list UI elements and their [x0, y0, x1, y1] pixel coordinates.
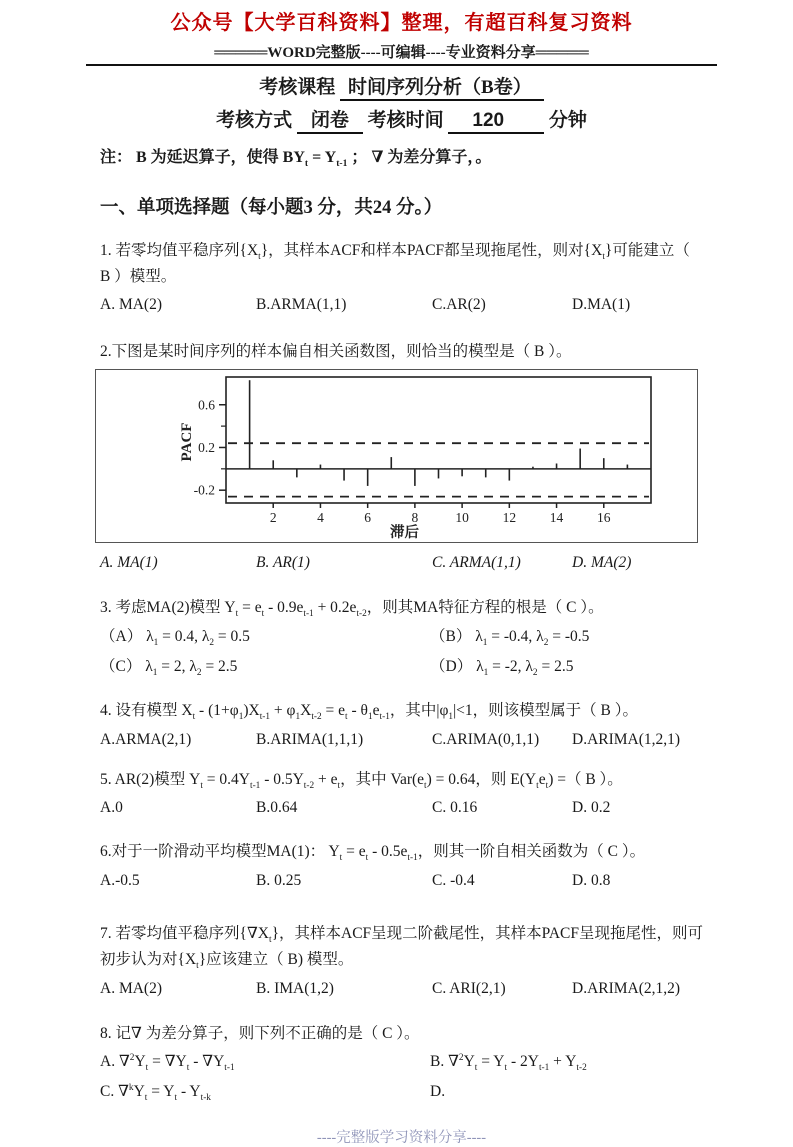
method-time-line: [100, 105, 703, 132]
option-b: B. IMA(1,2): [256, 979, 334, 997]
option-c: C. 0.16: [432, 799, 478, 817]
svg-text:PACF: PACF: [179, 422, 195, 462]
subbanner-text: ═════WORD完整版----可编辑----专业资料分享═════: [214, 45, 589, 61]
option-a: A.ARMA(2,1): [100, 731, 192, 749]
question-5-text: 5. AR(2)模型 $Y_t = 0.4Y_{t-1} - 0.5Y_{t-2} + e_t$，其中 $Var(e_t) = 0.64$，则 $E(Y_te_t)$ =（ B ）。: [100, 770, 623, 791]
svg-text:2: 2: [269, 510, 277, 525]
option-b: （B） $\lambda_1 = -0.4$, $\lambda_2 = -0.5$: [430, 628, 590, 649]
question-7: [100, 922, 703, 1000]
question-6: [100, 840, 703, 892]
question-7-options: [100, 977, 703, 1000]
svg-text:16: 16: [597, 510, 611, 525]
question-3-text: 3. 考虑MA(2)模型 $Y_t = e_t - 0.9e_{t-1} + 0.2e_{t-2}$，则其MA特征方程的根是（ C ）。: [100, 599, 604, 620]
svg-text:0.2: 0.2: [198, 439, 215, 455]
svg-text:4: 4: [317, 510, 324, 525]
option-c: C. -0.4: [432, 871, 475, 889]
time-value: 120: [448, 110, 544, 134]
option-c: C.AR(2): [432, 295, 486, 313]
question-8: [100, 1022, 703, 1106]
option-b: B. AR(1): [256, 554, 310, 571]
question-2-text: 2.下图是某时间序列的样本偏自相关函数图，则恰当的模型是（ B ）。: [100, 343, 572, 361]
question-4-text: 4. 设有模型 $X_t - (1+\varphi_1)X_{t-1} + \varphi_1X_{t-2} = e_t - \theta_1e_{t-1}$，其中$|\varphi_1|<1$，则该模型属于（ B ）。: [100, 702, 638, 723]
course-value: 时间序列分析（B卷）: [340, 77, 544, 101]
question-2: [100, 340, 703, 574]
svg-text:6: 6: [364, 510, 372, 525]
option-b: B.0.64: [256, 799, 298, 817]
footer-text: ----完整版学习资料分享----: [316, 1129, 487, 1146]
option-d: D.MA(1): [572, 295, 631, 313]
method-value: 闭卷: [297, 110, 363, 134]
option-a: A. $\nabla^2Y_t = \nabla Y_t - \nabla Y_{t-1}$: [100, 1052, 235, 1074]
option-d: D. 0.8: [572, 871, 611, 889]
question-1-options: [100, 293, 703, 316]
course-label: 考核课程: [259, 77, 336, 98]
option-d: D.: [430, 1082, 446, 1100]
option-a: A.0: [100, 799, 123, 817]
question-1: [100, 239, 703, 316]
svg-text:滞后: 滞后: [390, 525, 419, 539]
svg-text:14: 14: [549, 510, 564, 525]
option-b: B.ARMA(1,1): [256, 295, 347, 313]
header-rule: [86, 64, 717, 66]
svg-text:10: 10: [455, 510, 469, 525]
question-5: [100, 768, 703, 820]
method-label: 考核方式: [216, 110, 293, 131]
question-4-options: [100, 728, 703, 751]
option-b: B.ARIMA(1,1,1): [256, 731, 364, 749]
option-b: B. $\nabla^2Y_t = Y_t - 2Y_{t-1} + Y_{t-2}$: [430, 1052, 587, 1074]
time-unit: 分钟: [548, 110, 587, 131]
question-1-text: 1. 若零均值平稳序列$\{X_t\}$，其样本ACF和样本PACF都呈现拖尾性，则对$\{X_t\}$可能建立（ B ）模型。: [100, 242, 690, 286]
banner-text: 公众号【大学百科资料】整理，有超百科复习资料: [170, 12, 633, 34]
pacf-plot: [96, 370, 694, 539]
question-5-options: [100, 796, 703, 819]
option-c: C. $\nabla^kY_t = Y_t - Y_{t-k}$: [100, 1082, 211, 1104]
question-3: [100, 596, 703, 681]
pacf-chart: [95, 369, 698, 543]
option-c: C.ARIMA(0,1,1): [432, 731, 540, 749]
option-b: B. 0.25: [256, 871, 302, 889]
question-2-options: [100, 551, 703, 574]
note-line: 注： B 为延迟算子，使得 $BY_t = Y_{t-1}$ ； ∇ 为差分算子，。: [100, 149, 492, 170]
svg-text:8: 8: [411, 510, 419, 525]
option-d: D.ARIMA(2,1,2): [572, 979, 681, 997]
svg-text:-0.2: -0.2: [193, 482, 215, 498]
option-d: D. 0.2: [572, 799, 611, 817]
option-d: D.ARIMA(1,2,1): [572, 731, 681, 749]
question-8-text: 8. 记∇ 为差分算子，则下列不正确的是（ C ）。: [100, 1025, 420, 1043]
option-c: （C） $\lambda_1 = 2$, $\lambda_2 = 2.5$: [100, 658, 238, 679]
option-a: （A） $\lambda_1 = 0.4$, $\lambda_2 = 0.5$: [100, 628, 250, 649]
option-c: C. ARI(2,1): [432, 979, 506, 997]
option-a: A. MA(1): [100, 554, 158, 571]
svg-text:12: 12: [502, 510, 517, 525]
question-3-options: [100, 625, 703, 681]
question-6-text: 6.对于一阶滑动平均模型MA(1)： $Y_t = e_t - 0.5e_{t-1}$，则其一阶自相关函数为（ C ）。: [100, 842, 646, 863]
option-a: A.-0.5: [100, 871, 140, 889]
question-8-options: [100, 1050, 703, 1106]
question-4: [100, 699, 703, 751]
course-line: [100, 72, 703, 99]
question-6-options: [100, 869, 703, 892]
svg-text:0.6: 0.6: [198, 397, 215, 413]
option-c: C. ARMA(1,1): [432, 554, 521, 571]
section-title: 一、单项选择题（每小题3 分，共24 分。）: [100, 198, 443, 219]
time-label: 考核时间: [367, 110, 444, 131]
option-d: （D） $\lambda_1 = -2$, $\lambda_2 = 2.5$: [430, 658, 574, 679]
option-a: A. MA(2): [100, 979, 162, 997]
question-7-text: 7. 若零均值平稳序列$\{\nabla X_t\}$，其样本ACF呈现二阶截尾性，其样本PACF呈现拖尾性，则可初步认为对$\{X_t\}$应该建立（ B) 模型。: [100, 924, 704, 971]
option-a: A. MA(2): [100, 295, 162, 313]
option-d: D. MA(2): [572, 554, 632, 571]
